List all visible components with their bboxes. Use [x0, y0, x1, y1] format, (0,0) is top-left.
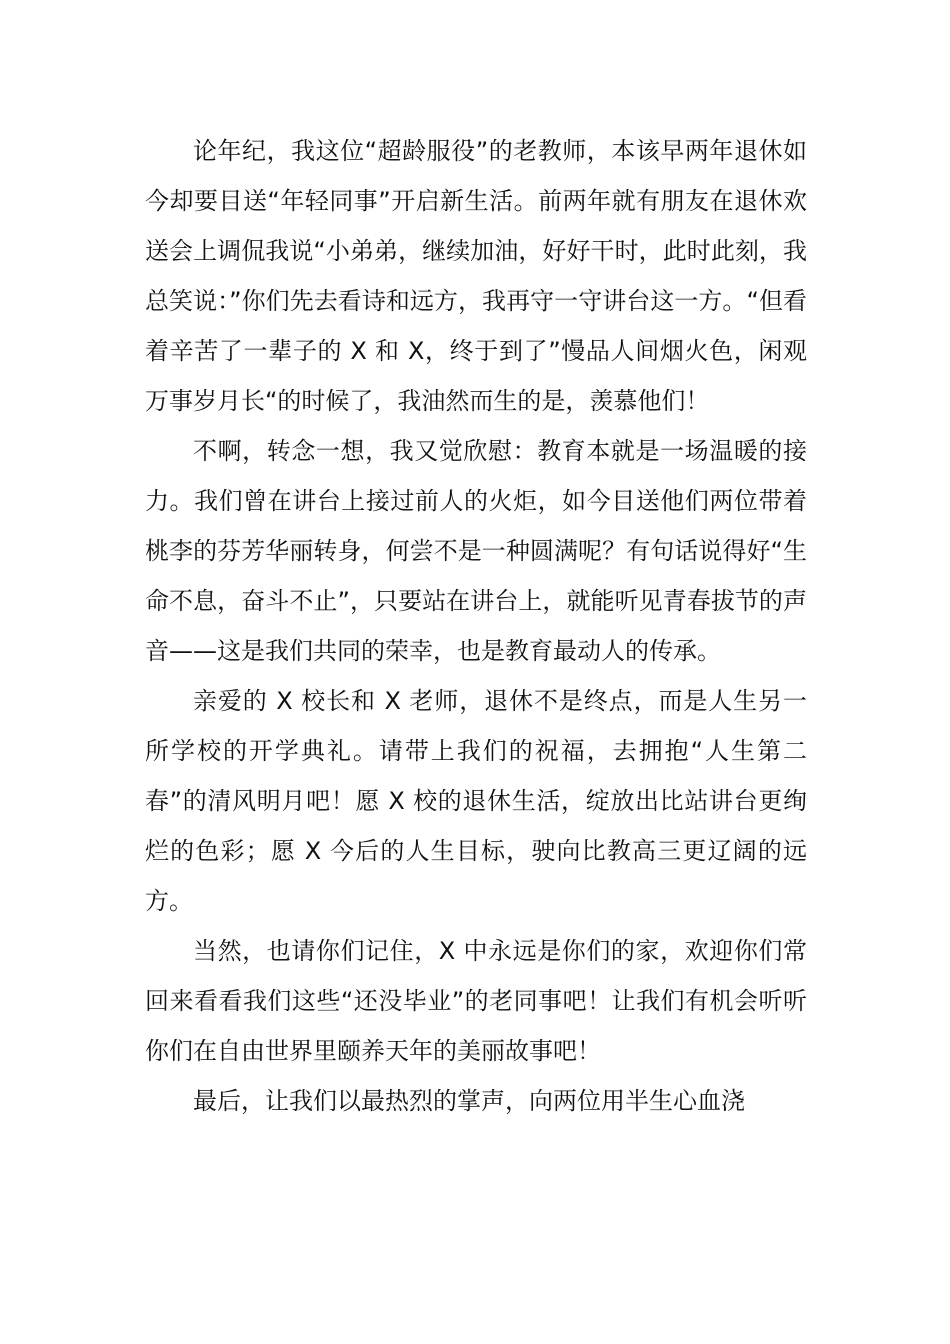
document-body	[145, 126, 807, 1126]
paragraph-1: 论年纪，我这位“超龄服役”的老教师，本该早两年退休如今却要目送“年轻同事”开启新生活。前两年就有朋友在退休欢送会上调侃我说“小弟弟，继续加油，好好干时，此时此刻，我总笑说：”你们先去看诗和远方，我再守一守讲台这一方。“但看着辛苦了一辈子的 X 和 X，终于到了”慢品人间烟火色，闲观万事岁月长“的时候了，我油然而生的是，羡慕他们！	[145, 137, 807, 415]
paragraph-5: 最后，让我们以最热烈的掌声，向两位用半生心血浇	[193, 1087, 745, 1115]
paragraph-3: 亲爱的 X 校长和 X 老师，退休不是终点，而是人生另一所学校的开学典礼。请带上我们的祝福，去拥抱“人生第二春”的清风明月吧！愿 X 校的退休生活，绽放出比站讲台更绚烂的色彩；愿 X 今后的人生目标，驶向比教高三更辽阔的远方。	[145, 687, 807, 915]
paragraph-2: 不啊，转念一想，我又觉欣慰：教育本就是一场温暖的接力。我们曾在讲台上接过前人的火炬，如今目送他们两位带着桃李的芬芳华丽转身，何尝不是一种圆满呢？有句话说得好“生命不息，奋斗不止”，只要站在讲台上，就能听见青春拔节的声音——这是我们共同的荣幸，也是教育最动人的传承。	[145, 437, 807, 665]
paragraph-4: 当然，也请你们记住，X 中永远是你们的家，欢迎你们常回来看看我们这些“还没毕业”的老同事吧！让我们有机会听听你们在自由世界里颐养天年的美丽故事吧！	[145, 937, 807, 1065]
